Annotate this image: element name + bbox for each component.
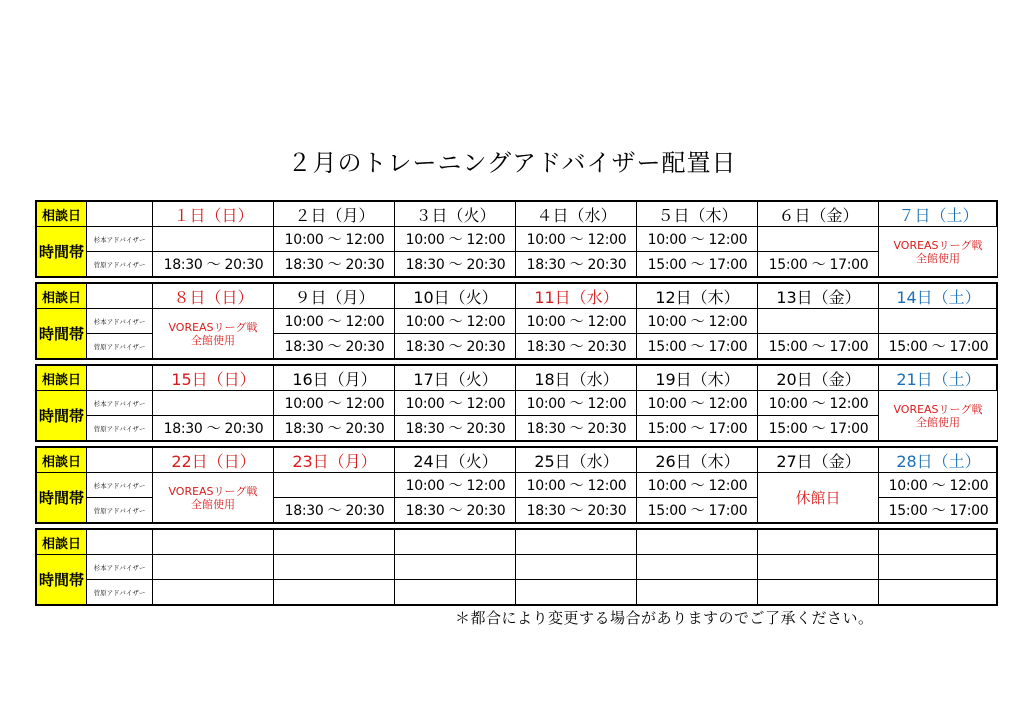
advisor1-time	[758, 309, 879, 333]
day-header: 17日（火）	[413, 369, 498, 389]
advisor1-time	[274, 555, 395, 579]
advisor2-time: 18:30 ～ 20:30	[526, 339, 627, 355]
advisor2-time: 18:30 ～ 20:30	[405, 257, 506, 273]
time-slot-label: 時間帯	[37, 391, 87, 440]
day-header: ５日（木）	[657, 205, 738, 225]
advisor2-time	[758, 580, 879, 604]
advisor2-time: 15:00 ～ 17:00	[768, 421, 869, 437]
day-header: 14日（土）	[896, 287, 981, 307]
week-block	[35, 528, 998, 606]
advisor1-time: 10:00 ～ 12:00	[526, 396, 627, 412]
day-header: 13日（金）	[776, 287, 861, 307]
consult-day-label: 相談日	[37, 530, 87, 555]
day-header: ９日（月）	[294, 287, 375, 307]
advisor2-time: 18:30 ～ 20:30	[526, 257, 627, 273]
event-name: VOREASリーグ戦	[168, 320, 258, 334]
advisor2-time: 18:30 ～ 20:30	[284, 421, 385, 437]
advisor1-time: 10:00 ～ 12:00	[405, 314, 506, 330]
advisor2-time: 15:00 ～ 17:00	[768, 257, 869, 273]
advisor1-time: 10:00 ～ 12:00	[768, 396, 869, 412]
advisor2-time: 15:00 ～ 17:00	[647, 503, 748, 519]
day-header: 25日（水）	[534, 451, 619, 471]
advisor1-time: 10:00 ～ 12:00	[888, 478, 989, 494]
day-header: 27日（金）	[776, 451, 861, 471]
event-note: 全館使用	[916, 251, 960, 265]
advisor2-label: 菅原アドバイザー	[87, 498, 153, 522]
day-header: ２日（月）	[294, 205, 375, 225]
advisor1-time: 10:00 ～ 12:00	[647, 396, 748, 412]
event-name: VOREASリーグ戦	[168, 484, 258, 498]
advisor1-time: 10:00 ～ 12:00	[284, 232, 385, 248]
advisor1-time: 10:00 ～ 12:00	[405, 232, 506, 248]
advisor1-time	[516, 555, 637, 579]
day-header: ６日（金）	[778, 205, 859, 225]
advisor2-time	[637, 580, 758, 604]
advisor1-time	[758, 227, 879, 251]
header-blank-cell	[87, 202, 153, 227]
day-header: ４日（水）	[536, 205, 617, 225]
advisor1-time: 10:00 ～ 12:00	[405, 478, 506, 494]
advisor1-time	[153, 555, 274, 579]
advisor1-time	[758, 555, 879, 579]
day-header	[758, 530, 879, 554]
advisor2-time: 18:30 ～ 20:30	[163, 257, 264, 273]
advisor2-time: 18:30 ～ 20:30	[526, 421, 627, 437]
header-blank-cell	[87, 448, 153, 473]
day-header: 15日（日）	[171, 369, 256, 389]
advisor1-label: 杉本アドバイザー	[87, 391, 153, 416]
footnote: ＊都合により変更する場合がありますのでご了承ください。	[455, 609, 874, 627]
advisor1-time	[879, 555, 998, 579]
header-blank-cell	[87, 530, 153, 555]
day-header	[637, 530, 758, 554]
advisor2-time: 15:00 ～ 17:00	[647, 339, 748, 355]
advisor2-time: 18:30 ～ 20:30	[405, 339, 506, 355]
consult-day-label: 相談日	[37, 366, 87, 391]
time-slot-label: 時間帯	[37, 555, 87, 604]
advisor2-time: 18:30 ～ 20:30	[163, 421, 264, 437]
advisor1-time	[153, 227, 274, 251]
advisor2-time	[879, 580, 998, 604]
week-block	[35, 200, 998, 278]
time-slot-label: 時間帯	[37, 227, 87, 276]
advisor2-label: 菅原アドバイザー	[87, 252, 153, 276]
page-title: ２月のトレーニングアドバイザー配置日	[287, 149, 737, 177]
advisor2-time	[153, 580, 274, 604]
advisor1-time	[637, 555, 758, 579]
day-header: 26日（木）	[655, 451, 740, 471]
day-header: 16日（月）	[292, 369, 377, 389]
time-slot-label: 時間帯	[37, 473, 87, 522]
day-header: 22日（日）	[171, 451, 256, 471]
advisor1-time: 10:00 ～ 12:00	[526, 478, 627, 494]
event-cell	[153, 309, 273, 358]
day-header	[274, 530, 395, 554]
advisor1-time: 10:00 ～ 12:00	[647, 232, 748, 248]
advisor1-time	[879, 309, 998, 333]
event-note: 全館使用	[191, 497, 235, 511]
event-cell	[879, 391, 997, 440]
day-header: １日（日）	[173, 205, 254, 225]
day-header: 21日（土）	[896, 369, 981, 389]
closed-day-cell: 休館日	[758, 473, 878, 522]
event-note: 全館使用	[916, 415, 960, 429]
day-header	[516, 530, 637, 554]
advisor1-time: 10:00 ～ 12:00	[647, 314, 748, 330]
advisor1-label: 杉本アドバイザー	[87, 309, 153, 334]
day-header: 24日（火）	[413, 451, 498, 471]
advisor2-time: 18:30 ～ 20:30	[526, 503, 627, 519]
consult-day-label: 相談日	[37, 284, 87, 309]
advisor2-time: 15:00 ～ 17:00	[888, 339, 989, 355]
advisor2-label: 菅原アドバイザー	[87, 416, 153, 440]
day-header	[395, 530, 516, 554]
event-cell	[879, 227, 997, 276]
advisor2-time: 18:30 ～ 20:30	[284, 257, 385, 273]
advisor2-time: 18:30 ～ 20:30	[284, 339, 385, 355]
advisor1-time	[153, 391, 274, 415]
day-header	[879, 530, 998, 554]
day-header: ３日（火）	[415, 205, 496, 225]
advisor1-label: 杉本アドバイザー	[87, 227, 153, 252]
advisor2-label: 菅原アドバイザー	[87, 580, 153, 604]
advisor1-time	[274, 473, 395, 497]
consult-day-label: 相談日	[37, 202, 87, 227]
advisor2-label: 菅原アドバイザー	[87, 334, 153, 358]
week-block	[35, 446, 998, 524]
day-header: ８日（日）	[173, 287, 254, 307]
advisor1-label: 杉本アドバイザー	[87, 555, 153, 580]
event-note: 全館使用	[191, 333, 235, 347]
advisor1-time: 10:00 ～ 12:00	[526, 314, 627, 330]
advisor2-time	[274, 580, 395, 604]
advisor2-time: 15:00 ～ 17:00	[888, 503, 989, 519]
week-block	[35, 364, 998, 442]
advisor1-time	[395, 555, 516, 579]
advisor1-label: 杉本アドバイザー	[87, 473, 153, 498]
week-block	[35, 282, 998, 360]
advisor2-time: 18:30 ～ 20:30	[405, 503, 506, 519]
day-header: 20日（金）	[776, 369, 861, 389]
advisor1-time: 10:00 ～ 12:00	[647, 478, 748, 494]
advisor2-time	[395, 580, 516, 604]
day-header: 12日（木）	[655, 287, 740, 307]
day-header: 18日（水）	[534, 369, 619, 389]
event-name: VOREASリーグ戦	[893, 238, 983, 252]
day-header	[153, 530, 274, 554]
consult-day-label: 相談日	[37, 448, 87, 473]
advisor2-time	[516, 580, 637, 604]
day-header: ７日（土）	[898, 205, 979, 225]
event-cell	[153, 473, 273, 522]
advisor1-time: 10:00 ～ 12:00	[405, 396, 506, 412]
advisor1-time: 10:00 ～ 12:00	[526, 232, 627, 248]
time-slot-label: 時間帯	[37, 309, 87, 358]
event-name: VOREASリーグ戦	[893, 402, 983, 416]
header-blank-cell	[87, 366, 153, 391]
advisor2-time: 15:00 ～ 17:00	[647, 257, 748, 273]
advisor1-time: 10:00 ～ 12:00	[284, 396, 385, 412]
day-header: 10日（火）	[413, 287, 498, 307]
advisor2-time: 18:30 ～ 20:30	[405, 421, 506, 437]
day-header: 28日（土）	[896, 451, 981, 471]
advisor2-time: 15:00 ～ 17:00	[647, 421, 748, 437]
day-header: 19日（木）	[655, 369, 740, 389]
day-header: 11日（水）	[534, 287, 619, 307]
advisor2-time: 18:30 ～ 20:30	[284, 503, 385, 519]
advisor1-time: 10:00 ～ 12:00	[284, 314, 385, 330]
day-header: 23日（月）	[292, 451, 377, 471]
header-blank-cell	[87, 284, 153, 309]
advisor2-time: 15:00 ～ 17:00	[768, 339, 869, 355]
